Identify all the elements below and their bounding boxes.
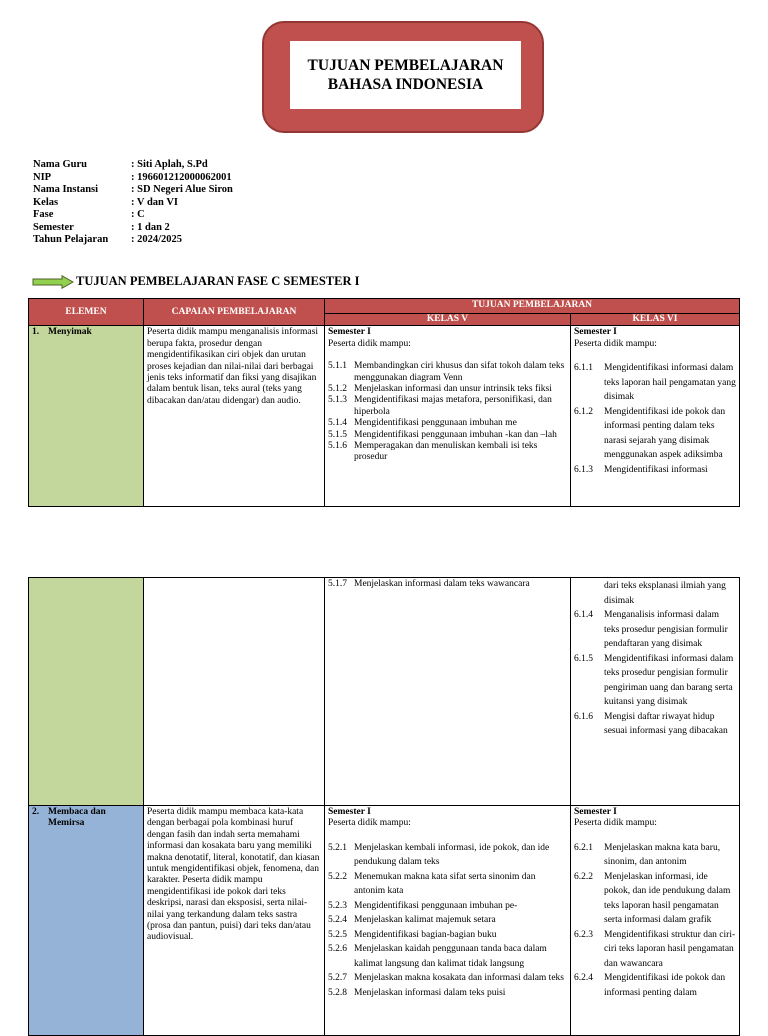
item-text: Mengisi daftar riwayat hidup sesuai informasi yang dibacakan [604, 711, 728, 736]
list-item [328, 579, 567, 590]
item-text: Menjelaskan informasi, ide pokok, dan ide pendukung dalam teks laporan hasil pengamatan serta informasi dalam grafik [604, 871, 731, 926]
item-text: Mengidentifikasi ide pokok dan informasi penting dalam [604, 973, 726, 998]
info-label: Nama Guru [33, 159, 87, 170]
info-label: Semester [33, 221, 74, 233]
info-label: NIP [33, 171, 52, 183]
list-item [328, 441, 567, 464]
table-row [29, 326, 740, 507]
elemen-cell: 2. Membaca dan Memirsa [29, 806, 144, 1036]
item-text: Menjelaskan informasi dalam teks puisi [354, 987, 506, 998]
item-number: 6.1.5 [574, 653, 593, 664]
item-number: 5.2.7 [328, 973, 347, 984]
list-item [328, 418, 567, 429]
item-text: Mengidentifikasi informasi dalam teks prosedur pengisian formulir pengiriman uang dan barang serta kuitansi yang disimak [604, 653, 734, 707]
info-value: : 1 dan 2 [131, 221, 170, 233]
title-line-2: BAHASA INDONESIA [327, 76, 484, 93]
item-text: Mengidentifikasi majas metafora, personifikasi, dan hiperbola [354, 395, 552, 417]
list-item [574, 841, 736, 870]
continued-text: dari teks eksplanasi ilmiah yang disimak [604, 581, 726, 606]
item-text: Mengidentifikasi penggunaan imbuhan pe- [354, 900, 518, 911]
kelas-5-cell [325, 326, 571, 507]
list-item [328, 361, 567, 384]
list-item [574, 608, 736, 652]
list-item [574, 405, 736, 463]
item-text: Menganalisis informasi dalam teks prosedur pengisian formulir pendaftaran yang disimak [604, 610, 728, 649]
header-kelas-6: KELAS VI [571, 314, 740, 326]
kelas-6-cell [571, 578, 740, 806]
list-item [574, 928, 736, 972]
item-number: 6.1.2 [574, 406, 593, 417]
info-value: : 2024/2025 [131, 234, 183, 245]
objective-list [328, 579, 567, 590]
objective-list [328, 361, 567, 464]
info-row [33, 159, 233, 172]
item-number: 5.1.6 [328, 441, 347, 452]
elemen-label: Menyimak [48, 327, 92, 338]
item-number: 5.2.3 [328, 900, 347, 911]
table-row [29, 578, 740, 806]
item-number: 6.1.6 [574, 711, 593, 722]
item-number: 6.1.4 [574, 610, 593, 620]
info-label: Fase [33, 209, 54, 220]
list-item [328, 928, 567, 943]
item-number: 5.1.3 [328, 395, 347, 406]
item-number: 5.1.5 [328, 429, 347, 440]
list-item [574, 971, 736, 1000]
item-number: 5.1.1 [328, 361, 347, 372]
elemen-cell [29, 578, 144, 806]
info-row [33, 172, 233, 185]
item-text: Mengidentifikasi penggunaan imbuhan me [354, 418, 517, 429]
semester-label: Semester I [574, 807, 617, 817]
elemen-label: Membaca dan Memirsa [48, 807, 106, 829]
item-number: 5.2.8 [328, 987, 347, 998]
teacher-info [33, 159, 233, 247]
info-row [33, 222, 233, 235]
list-item [328, 899, 567, 914]
info-value: : 196601212000062001 [131, 171, 232, 183]
item-text: Mengidentifikasi informasi [604, 464, 708, 475]
objective-list [574, 361, 736, 477]
item-number: 6.2.3 [574, 929, 593, 940]
semester-label: Semester I [328, 327, 371, 338]
item-text: Menjelaskan kembali informasi, ide pokok, dan ide pendukung dalam teks [354, 842, 550, 868]
capaian-cell: Peserta didik mampu menganalisis informasi berupa fakta, prosedur dengan mengidentifikasikan ciri objek dan urutan proses kejadian dan nilai-nilai dari berbagai jenis teks informatif dan fiksi yang disajikan dalam bentuk lisan, teks aural (teks yang dibacakan dan/atau didengar) dan audio. [144, 326, 325, 507]
section-title: TUJUAN PEMBELAJARAN FASE C SEMESTER I [76, 274, 360, 288]
info-label: Tahun Pelajaran [33, 234, 109, 245]
header-kelas-5: KELAS V [325, 314, 571, 326]
item-number: 6.1.1 [574, 363, 593, 374]
item-number: 5.2.4 [328, 915, 347, 926]
capaian-cell: Peserta didik mampu membaca kata-kata dengan berbagai pola kombinasi huruf dengan fasih dan indah serta memahami informasi dan kosakata baru yang memiliki makna denotatif, literal, konotatif, dan kiasan untuk mengidentifikasi objek, fenomena, dan karakter. Peserta didik mampu mengidentifikasi ide pokok dari teks deskripsi, narasi dan eksposisi, serta nilai-nilai yang terkandung dalam teks sastra (prosa dan pantun, puisi) dari teks dan/atau audiovisual. [144, 806, 325, 1036]
objective-list [574, 608, 736, 739]
item-text: Menjelaskan informasi dalam teks wawancara [354, 579, 530, 589]
kelas-6-cell [571, 326, 740, 507]
item-text: Mengidentifikasi penggunaan imbuhan -kan dan –lah [354, 429, 557, 440]
intro-text: Peserta didik mampu: [574, 818, 657, 829]
list-item [574, 463, 736, 478]
list-item [328, 942, 567, 971]
item-text: Menjelaskan makna kata baru, sinonim, dan antonim [604, 842, 721, 868]
item-number: 6.2.4 [574, 973, 593, 984]
semester-label: Semester I [328, 807, 371, 817]
item-number: 5.2.2 [328, 871, 347, 882]
kelas-5-cell [325, 806, 571, 1036]
info-row [33, 197, 233, 210]
learning-objectives-table [28, 298, 740, 507]
header-tujuan: TUJUAN PEMBELAJARAN [325, 299, 740, 314]
header-capaian: CAPAIAN PEMBELAJARAN [144, 299, 325, 326]
intro-text: Peserta didik mampu: [574, 338, 657, 349]
list-item [574, 361, 736, 405]
header-elemen: ELEMEN [29, 299, 144, 326]
item-number: 5.1.2 [328, 384, 347, 395]
capaian-cell [144, 578, 325, 806]
objective-list [328, 841, 567, 1001]
list-item [328, 841, 567, 870]
objective-list [574, 841, 736, 1001]
item-text: Menjelaskan kaidah penggunaan tanda baca dalam kalimat langsung dan kalimat tidak langsung [354, 944, 547, 969]
list-item [328, 384, 567, 395]
item-text: Mengidentifikasi informasi dalam teks laporan hail pengamatan yang disimak [604, 363, 736, 403]
semester-label: Semester I [574, 327, 617, 338]
list-item [328, 395, 567, 418]
item-text: Menjelaskan kalimat majemuk setara [354, 915, 496, 926]
item-text: Membandingkan ciri khusus dan sifat tokoh dalam teks menggunakan diagram Venn [354, 361, 565, 383]
info-value: : Siti Aplah, S.Pd [131, 159, 208, 170]
info-row [33, 209, 233, 222]
item-text: Mengidentifikasi ide pokok dan informasi penting dalam teks narasi sejarah yang disimak menggunakan aspek adiksimba [604, 406, 726, 461]
table-row [29, 806, 740, 1036]
item-text: Menemukan makna kata sifat serta sinonim dan antonim kata [354, 871, 536, 897]
info-row [33, 234, 233, 247]
info-row [33, 184, 233, 197]
item-text: Mengidentifikasi struktur dan ciri-ciri teks laporan hasil pengamatan dan wawancara [604, 929, 736, 969]
item-number: 6.1.3 [574, 464, 593, 475]
list-item [328, 913, 567, 928]
list-item [328, 971, 567, 986]
info-label: Kelas [33, 196, 59, 208]
item-number: 5.2.6 [328, 944, 347, 955]
learning-objectives-table-continued [28, 577, 740, 1036]
item-number: 6.2.2 [574, 871, 593, 882]
intro-text: Peserta didik mampu: [328, 338, 411, 349]
kelas-6-cell [571, 806, 740, 1036]
info-value: : SD Negeri Alue Siron [131, 184, 233, 195]
list-item [574, 710, 736, 739]
section-heading [32, 274, 359, 289]
list-item [574, 652, 736, 710]
elemen-cell: 1. Menyimak [29, 326, 144, 507]
item-number: 6.2.1 [574, 842, 593, 853]
kelas-5-cell [325, 578, 571, 806]
item-text: Mengidentifikasi bagian-bagian buku [354, 929, 497, 940]
item-text: Menjelaskan makna kosakata dan informasi dalam teks [354, 973, 564, 984]
list-item [328, 430, 567, 441]
info-value: : C [131, 209, 145, 220]
item-number: 5.2.1 [328, 842, 347, 853]
list-item [574, 870, 736, 928]
info-value: : V dan VI [131, 196, 178, 208]
list-item [328, 870, 567, 899]
item-text: Menjelaskan informasi dan unsur intrinsik teks fiksi [354, 384, 552, 395]
item-number: 5.1.4 [328, 418, 347, 429]
item-number: 5.2.5 [328, 929, 347, 940]
item-number: 5.1.7 [328, 579, 347, 589]
item-text: Memperagakan dan menuliskan kembali isi teks prosedur [354, 441, 538, 463]
list-item [328, 986, 567, 1001]
title-line-1: TUJUAN PEMBELAJARAN [307, 57, 504, 74]
info-label: Nama Instansi [33, 184, 99, 195]
arrow-right-icon [32, 275, 74, 289]
intro-text: Peserta didik mampu: [328, 818, 411, 829]
page-title [290, 41, 521, 109]
